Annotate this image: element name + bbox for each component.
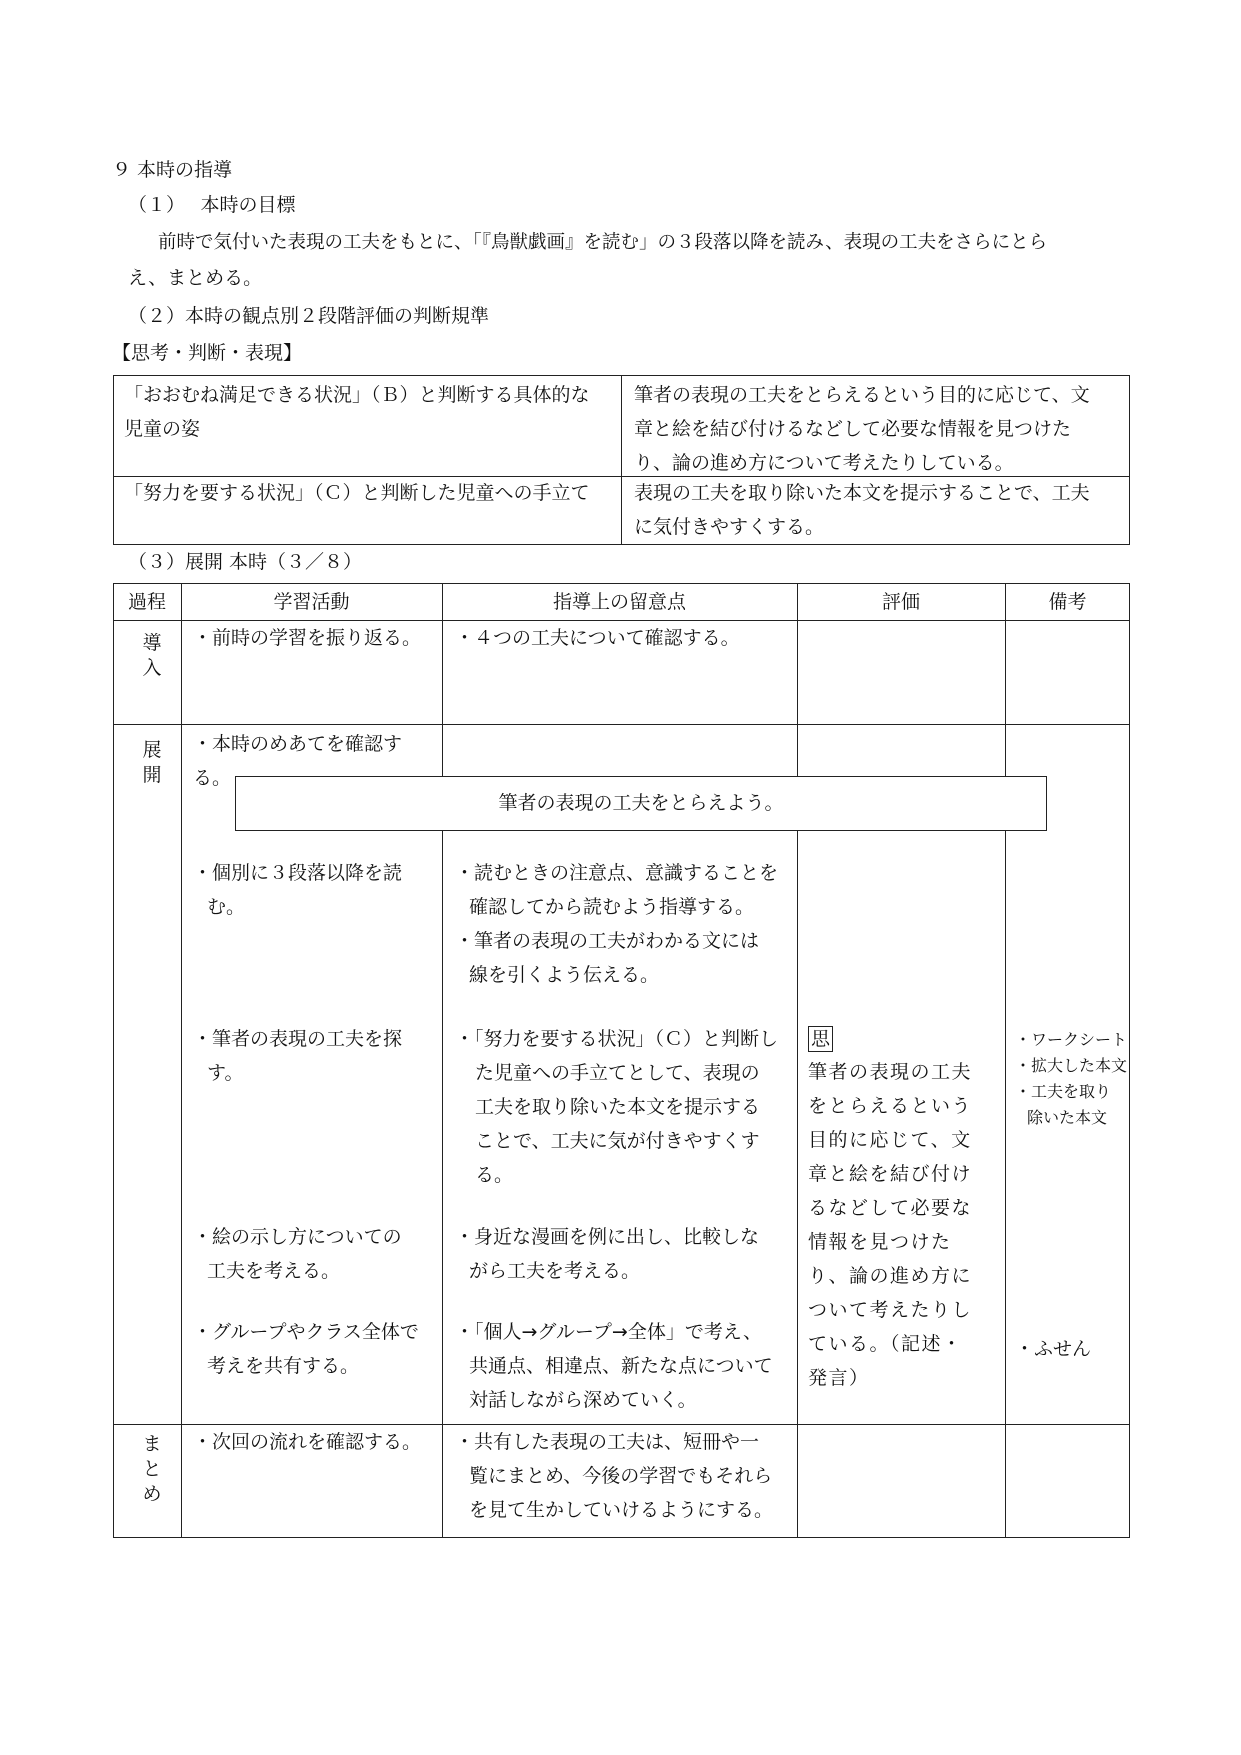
criteria-category: 【思考・判断・表現】 <box>112 342 303 364</box>
header-activity: 学習活動 <box>273 591 350 613</box>
criteria-c-label: 「努力を要する状況」（Ｃ）と判断した児童への手立て <box>124 482 590 504</box>
summary-activity: ・次回の流れを確認する。 <box>193 1431 422 1453</box>
dev-notes-search: ・「努力を要する状況」（Ｃ）と判断し た児童への手立てとして、表現の 工夫を取り除いた本文を提示する ことで、工夫に気が付きやすくす る。 <box>455 1028 779 1186</box>
dev-activity-illustration: ・絵の示し方についての 工夫を考える。 <box>193 1226 402 1282</box>
plan-title: （３）展開 本時（３／８） <box>128 551 363 573</box>
goal-text-line1: 前時で気付いた表現の工夫をもとに、「『鳥獣戯画』を読む」の３段落以降を読み、表現の工夫をさらにとら <box>158 232 1048 253</box>
thinking-mark-icon: 思 <box>808 1026 833 1052</box>
section-heading: ９ 本時の指導 <box>112 159 233 181</box>
materials-sticky-notes: ・ふせん <box>1015 1338 1092 1360</box>
criteria-title: （２）本時の観点別２段階評価の判断規準 <box>128 305 490 327</box>
dev-activity-search: ・筆者の表現の工夫を探 す。 <box>193 1028 403 1084</box>
header-notes: 指導上の留意点 <box>552 591 686 613</box>
dev-notes-reading: ・読むときの注意点、意識することを 確認してから読むよう指導する。 ・筆者の表現の工夫がわかる文には 線を引くよう伝える。 <box>455 862 779 986</box>
intro-activity: ・前時の学習を振り返る。 <box>193 627 422 649</box>
evaluation-mark <box>808 1022 833 1056</box>
dev-notes-sharing: ・「個人→グループ→全体」で考え、 共通点、相違点、新たな点について 対話しながら深めていく。 <box>455 1321 773 1411</box>
criteria-c-content: 表現の工夫を取り除いた本文を提示することで、工夫 に気付きやすくする。 <box>634 482 1090 538</box>
header-remarks: 備考 <box>1048 591 1087 613</box>
dev-activity-sharing: ・グループやクラス全体で 考えを共有する。 <box>193 1321 419 1377</box>
dev-notes-illustration: ・身近な漫画を例に出し、比較しな がら工夫を考える。 <box>455 1226 760 1282</box>
summary-notes: ・共有した表現の工夫は、短冊や一 覧にまとめ、今後の学習でもそれら を見て生かしていけるようにする。 <box>455 1431 774 1521</box>
header-evaluation: 評価 <box>881 591 920 613</box>
lesson-goal-box <box>235 776 1047 831</box>
stage-intro: 導入 <box>142 632 162 679</box>
stage-development: 展開 <box>142 739 162 786</box>
materials-list: ・ワークシート ・拡大した本文 ・工夫を取り 除いた本文 <box>1015 1030 1128 1127</box>
evaluation-text: 筆者の表現の工夫 をとらえるという 目的に応じて、文 章と絵を結び付け るなどして必要な 情報を見つけた り、論の進め方に ついて考えたりし ている。（記述・ 発言） <box>808 1061 973 1389</box>
stage-summary: まとめ <box>142 1433 162 1505</box>
intro-notes: ・４つの工夫について確認する。 <box>455 627 740 649</box>
dev-activity-goal: ・本時のめあてを確認す る。 <box>193 733 403 789</box>
criteria-b-content: 筆者の表現の工夫をとらえるという目的に応じて、文 章と絵を結び付けるなどして必要な情報を見つけた り、論の進め方について考えたりしている。 <box>634 384 1090 474</box>
dev-activity-reading: ・個別に３段落以降を読 む。 <box>193 862 403 918</box>
goal-text-line2: え、まとめる。 <box>128 267 263 289</box>
criteria-b-label: 「おおむね満足できる状況」（Ｂ）と判断する具体的な 児童の姿 <box>124 384 590 440</box>
lesson-goal-text: 筆者の表現の工夫をとらえよう。 <box>498 792 784 814</box>
goal-title: （１） 本時の目標 <box>128 194 296 216</box>
header-process: 過程 <box>127 591 166 613</box>
